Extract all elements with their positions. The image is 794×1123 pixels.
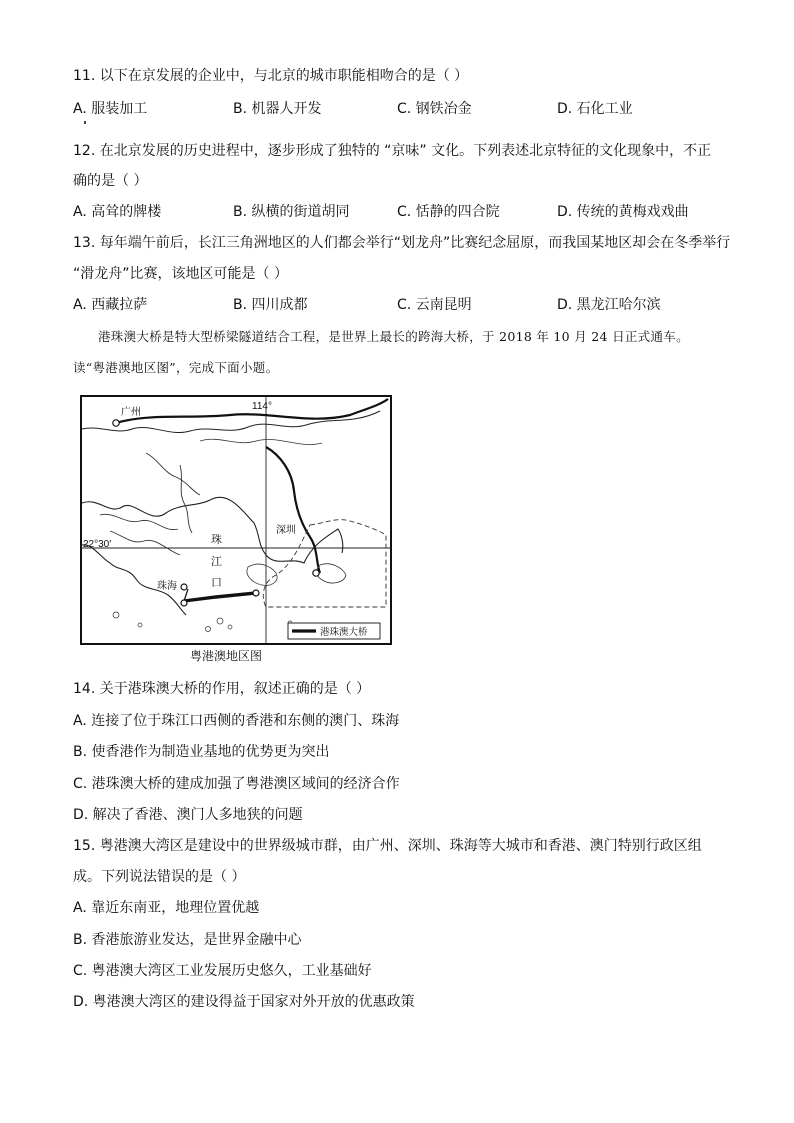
label-latitude: 22°30′	[83, 539, 112, 550]
bridge-hk-end-marker	[253, 590, 259, 596]
map-svg	[80, 395, 392, 645]
label-guangzhou: 广州	[121, 407, 141, 418]
q15-option-d: D. 粤港澳大湾区的建设得益于国家对外开放的优惠政策	[73, 994, 415, 1010]
map-caption: 粤港澳地区图	[190, 649, 263, 663]
zhuhai-marker	[181, 584, 187, 590]
stray-mark	[84, 121, 86, 124]
label-shenzhen: 深圳	[276, 525, 296, 536]
q11-option-c: C. 钢铁冶金	[397, 101, 472, 117]
label-river-mouth-1: 珠	[211, 534, 222, 546]
q14-option-b: B. 使香港作为制造业基地的优势更为突出	[73, 744, 330, 760]
q12-option-c: C. 恬静的四合院	[397, 204, 500, 220]
q13-option-d: D. 黑龙江哈尔滨	[557, 297, 661, 313]
q15-option-b: B. 香港旅游业发达，是世界金融中心	[73, 932, 302, 948]
q15-stem-line1: 15. 粤港澳大湾区是建设中的世界级城市群，由广州、深圳、珠海等大城市和香港、澳门特别行政区组	[73, 838, 702, 854]
q14-option-a: A. 连接了位于珠江口西侧的香港和东侧的澳门、珠海	[73, 713, 400, 729]
q12-option-a: A. 高耸的牌楼	[73, 204, 162, 220]
q15-option-c: C. 粤港澳大湾区工业发展历史悠久，工业基础好	[73, 963, 372, 979]
q11-option-a: A. 服装加工	[73, 101, 148, 117]
label-longitude: 114°	[252, 401, 272, 412]
q13-option-a: A. 西藏拉萨	[73, 297, 148, 313]
q13-option-c: C. 云南昆明	[397, 297, 472, 313]
q15-option-a: A. 靠近东南亚，地理位置优越	[73, 900, 260, 916]
q13-option-b: B. 四川成都	[233, 297, 308, 313]
q13-stem-line2: “滑龙舟”比赛，该地区可能是（ ）	[73, 266, 288, 282]
hong-kong-marker	[313, 570, 319, 576]
pearl-river-delta-map	[80, 395, 392, 645]
q12-stem-line2: 确的是（ ）	[73, 173, 148, 189]
intro-line2: 读“粤港澳地区图”，完成下面小题。	[73, 360, 279, 375]
q11-stem: 11. 以下在京发展的企业中，与北京的城市职能相吻合的是（ ）	[73, 68, 469, 84]
q14-option-d: D. 解决了香港、澳门人多地狭的问题	[73, 807, 303, 823]
q13-stem-line1: 13. 每年端午前后，长江三角洲地区的人们都会举行“划龙舟”比赛纪念屈原，而我国某地区却会在冬季举行	[73, 235, 731, 251]
macau-marker	[181, 600, 187, 606]
intro-line1: 港珠澳大桥是特大型桥梁隧道结合工程，是世界上最长的跨海大桥，于 2018 年 10 月 24 日正式通车。	[98, 329, 689, 344]
q12-option-b: B. 纵横的街道胡同	[233, 204, 350, 220]
label-zhuhai: 珠海	[157, 581, 177, 592]
label-river-mouth-2: 江	[211, 556, 222, 568]
q11-option-d: D. 石化工业	[557, 101, 633, 117]
q15-stem-line2: 成。下列说法错误的是（ ）	[73, 869, 246, 885]
q12-option-d: D. 传统的黄梅戏戏曲	[557, 204, 689, 220]
q11-option-b: B. 机器人开发	[233, 101, 322, 117]
q14-option-c: C. 港珠澳大桥的建成加强了粤港澳区域间的经济合作	[73, 776, 400, 792]
label-river-mouth-3: 口	[211, 577, 222, 589]
q12-stem-line1: 12. 在北京发展的历史进程中，逐步形成了独特的 “京味” 文化。下列表述北京特征的文化现象中，不正	[73, 143, 712, 159]
guangzhou-marker	[113, 420, 119, 426]
q14-stem: 14. 关于港珠澳大桥的作用，叙述正确的是（ ）	[73, 681, 371, 697]
legend-label: 港珠澳大桥	[320, 627, 368, 638]
